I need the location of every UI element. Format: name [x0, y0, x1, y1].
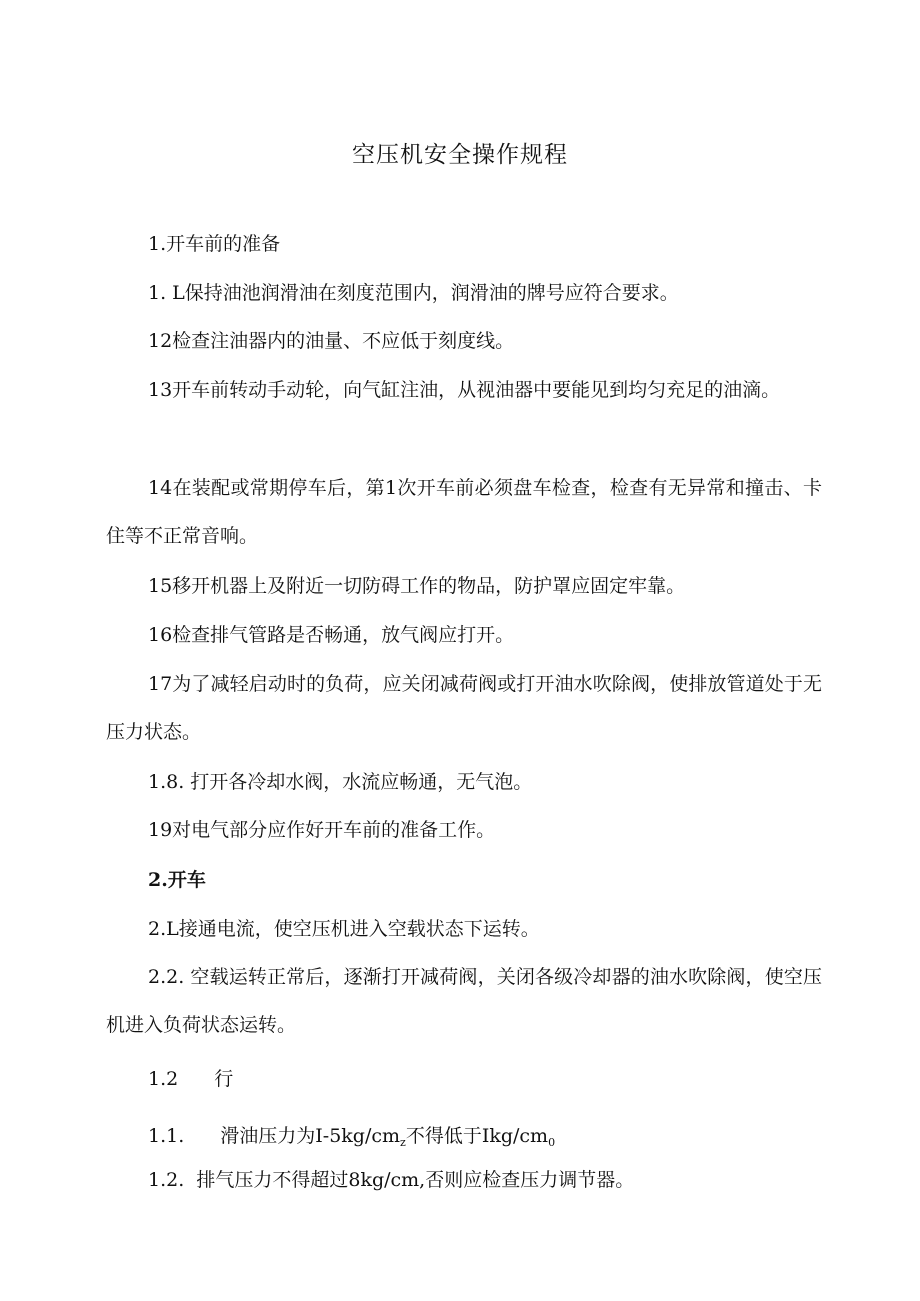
section-3-text: 行 [214, 1068, 234, 1090]
paragraph-3-2-number: 1.2. [148, 1169, 185, 1191]
paragraph-1-3: 13开车前转动手动轮，向气缸注油，从视油器中要能见到均匀充足的油滴。 [148, 379, 781, 401]
paragraph-3-2 [106, 1166, 864, 1194]
page-title: 空压机安全操作规程 [352, 142, 568, 168]
paragraph-1-1: 1. L保持油池润滑油在刻度范围内，润滑油的牌号应符合要求。 [148, 282, 679, 304]
paragraph-3-1-text-a: 滑油压力为I-5kg∕cm [220, 1125, 401, 1147]
paragraph-3-1-subscript-a: z [400, 1136, 406, 1149]
paragraph-3-1-text-b: 不得低于Ikg∕cm [405, 1125, 549, 1147]
section-1-heading: 1.开车前的准备 [148, 233, 281, 255]
paragraph-3-1-subscript-b: 0 [548, 1136, 556, 1149]
paragraph-1-9: 19对电气部分应作好开车前的准备工作。 [148, 819, 496, 841]
paragraph-1-8: 1.8. 打开各冷却水阀，水流应畅通，无气泡。 [148, 771, 533, 793]
paragraph-2-1: 2.L接通电流，使空压机进入空载状态下运转。 [148, 918, 540, 940]
paragraph-2-2: 2.2. 空载运转正常后，逐渐打开减荷阀，关闭各级冷却器的油水吹除阀，使空压机进入负荷状态运转。 [106, 966, 822, 1036]
section-2-heading: 2.开车 [148, 869, 206, 891]
section-3-heading [106, 1065, 864, 1093]
paragraph-1-2: 12检查注油器内的油量、不应低于刻度线。 [148, 330, 515, 352]
paragraph-3-1-number: 1.1. [148, 1125, 185, 1147]
section-3-number: 1.2 [148, 1068, 179, 1090]
paragraph-1-4: 14在装配或常期停车后，第1次开车前必须盘车检查，检查有无异常和撞击、卡住等不正常音响。 [106, 477, 822, 547]
paragraph-1-7: 17为了减轻启动时的负荷，应关闭减荷阀或打开油水吹除阀，使排放管道处于无压力状态。 [106, 673, 822, 743]
paragraph-3-2-text: 排气压力不得超过8kg∕cm,否则应检查压力调节器。 [196, 1169, 635, 1191]
paragraph-1-5: 15移开机器上及附近一切防碍工作的物品，防护罩应固定牢靠。 [148, 575, 686, 597]
paragraph-3-1 [106, 1122, 864, 1157]
paragraph-1-6: 16检查排气管路是否畅通，放气阀应打开。 [148, 624, 515, 646]
